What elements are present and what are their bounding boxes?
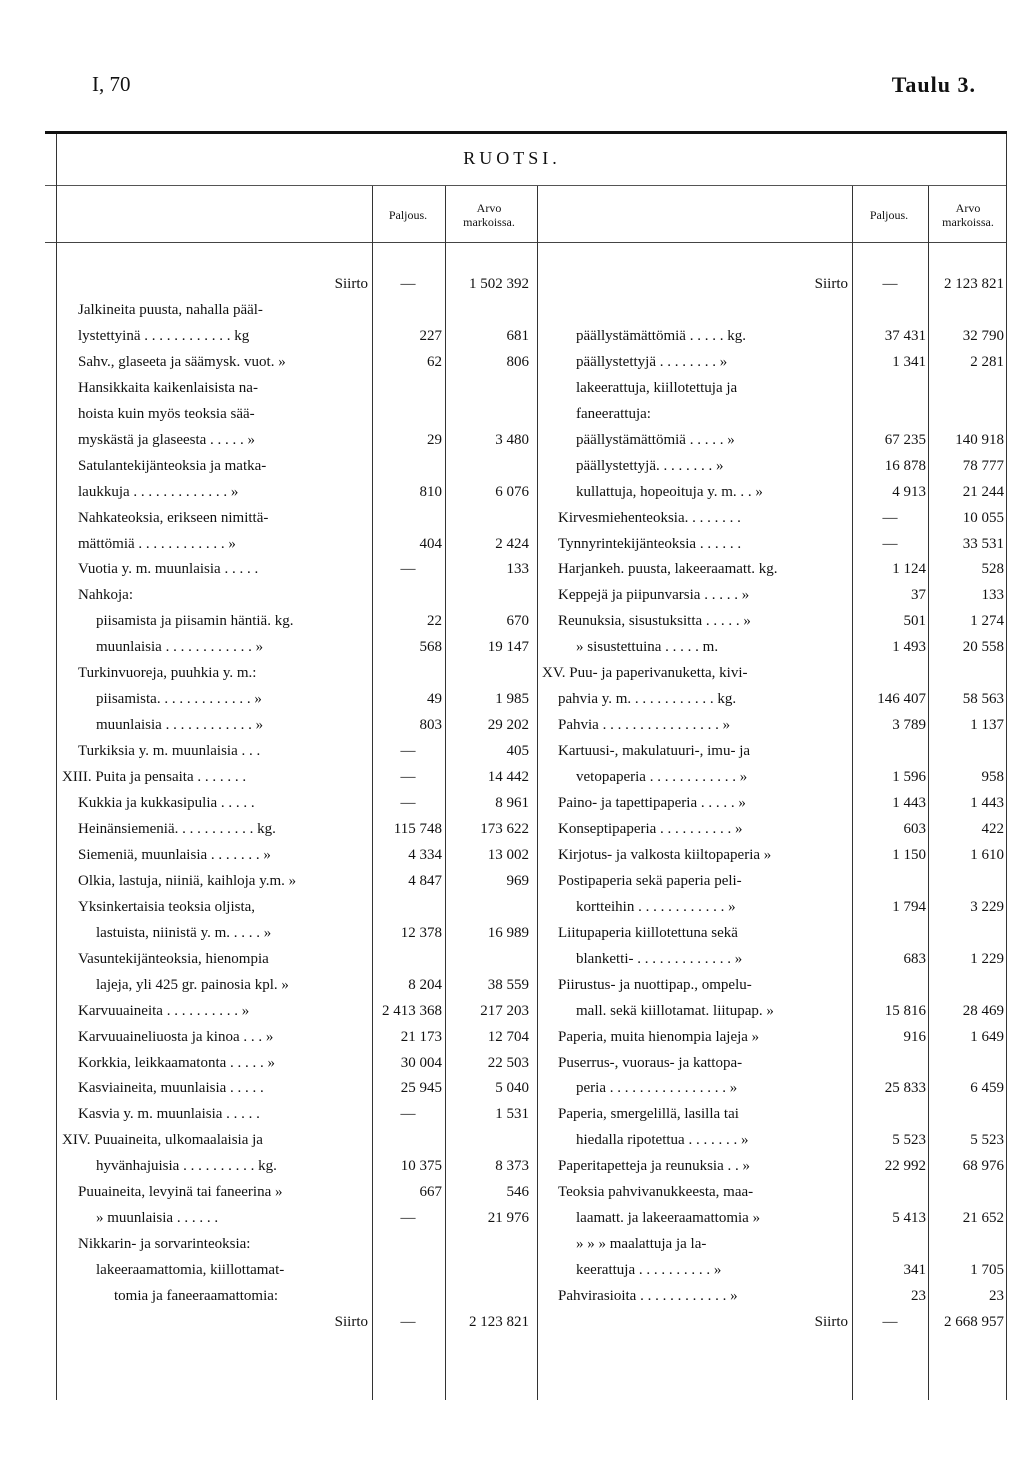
value-cell <box>447 505 529 531</box>
value-cell: 28 469 <box>962 1002 1004 1019</box>
quantity-cell: 30 004 <box>400 1054 442 1071</box>
row-label: » » » maalattuja ja la- <box>576 1236 707 1253</box>
value-cell: 405 <box>506 743 529 760</box>
quantity-cell: 25 945 <box>400 1080 442 1097</box>
row-label: päällystettyjä . . . . . . . . » <box>576 353 728 370</box>
page-number: I, 70 <box>92 72 131 96</box>
row-label: lakeerattuja, kiillotettuja ja <box>576 379 738 396</box>
value-cell <box>447 453 529 479</box>
row-label: XIII. Puita ja pensaita . . . . . . . <box>62 769 247 786</box>
row-label: Kirvesmiehenteoksia. . . . . . . . <box>558 509 741 526</box>
quantity-cell: 29 <box>427 431 442 448</box>
quantity-cell: 15 816 <box>884 1002 926 1019</box>
quantity-cell <box>374 946 442 972</box>
row-label: Pahvia . . . . . . . . . . . . . . . . » <box>558 717 731 734</box>
row-label: Kasvia y. m. muunlaisia . . . . . <box>78 1106 260 1123</box>
quantity-cell: 1 596 <box>892 769 926 786</box>
row-label <box>558 297 848 323</box>
quantity-cell: — <box>400 1314 416 1330</box>
value-cell <box>930 401 1004 427</box>
quantity-cell: — <box>882 1314 898 1330</box>
row-label: peria . . . . . . . . . . . . . . . . » <box>576 1080 738 1097</box>
quantity-cell: 10 375 <box>400 1158 442 1175</box>
quantity-cell: 25 833 <box>884 1080 926 1097</box>
value-cell: 670 <box>506 613 529 630</box>
value-cell <box>930 738 1004 764</box>
quantity-cell <box>374 1127 442 1153</box>
value-cell: 1 443 <box>970 795 1004 811</box>
value-cell <box>447 1257 529 1283</box>
quantity-cell <box>374 582 442 608</box>
quantity-cell <box>374 1283 442 1309</box>
column-divider-rule <box>537 186 538 1400</box>
value-cell <box>447 297 529 323</box>
left-quantity-header: Paljous. <box>388 208 428 222</box>
row-label: Siemeniä, muunlaisia . . . . . . . » <box>78 846 271 863</box>
row-label: Hansikkaita kaikenlaisista na- <box>78 379 258 396</box>
frame-right-rule <box>1006 134 1007 1400</box>
row-label: Kartuusi-, makulatuuri-, imu- ja <box>558 743 751 760</box>
quantity-cell: 810 <box>419 483 442 500</box>
value-cell: 6 459 <box>970 1080 1004 1097</box>
left-qty-rule <box>372 186 373 1400</box>
row-label: Turkinvuoreja, puuhkia y. m.: <box>78 665 257 682</box>
value-cell: 5 523 <box>970 1132 1004 1149</box>
value-cell: 29 202 <box>487 717 529 734</box>
row-label: Yksinkertaisia teoksia oljista, <box>78 898 256 915</box>
quantity-cell: 404 <box>419 535 442 552</box>
quantity-cell <box>374 375 442 401</box>
quantity-cell: — <box>400 743 416 760</box>
value-cell: 21 652 <box>962 1210 1004 1227</box>
quantity-cell: — <box>400 561 416 578</box>
quantity-cell <box>374 401 442 427</box>
row-label: Satulantekijänteoksia ja matka- <box>78 457 267 474</box>
row-label: lakeeraamattomia, kiillottamat- <box>96 1262 285 1279</box>
country-heading: RUOTSI. <box>463 148 561 168</box>
value-cell <box>930 1231 1004 1257</box>
row-label: kortteihin . . . . . . . . . . . . » <box>576 898 736 915</box>
row-label: muunlaisia . . . . . . . . . . . . » <box>96 639 264 656</box>
quantity-cell: 146 407 <box>877 691 926 708</box>
row-label: Paperia, smergelillä, lasilla tai <box>558 1106 739 1123</box>
row-label: Kirjotus- ja valkosta kiiltopaperia » <box>558 846 772 863</box>
value-cell: 10 055 <box>962 509 1004 526</box>
quantity-cell: 8 204 <box>408 976 442 993</box>
value-cell: 1 274 <box>970 613 1004 630</box>
quantity-cell: 16 878 <box>884 457 926 474</box>
quantity-cell: 501 <box>903 613 926 630</box>
table-label: Taulu 3. <box>891 72 976 97</box>
value-cell: 3 480 <box>495 431 529 448</box>
row-label: Nahkoja: <box>78 587 133 604</box>
quantity-cell: 1 150 <box>892 846 926 863</box>
quantity-cell: 12 378 <box>400 924 442 941</box>
quantity-cell <box>854 1101 926 1127</box>
quantity-cell: 4 913 <box>892 483 926 500</box>
quantity-cell: 667 <box>419 1184 442 1201</box>
row-label: Pahvirasioita . . . . . . . . . . . . » <box>558 1288 738 1305</box>
row-label: Nikkarin- ja sorvarinteoksia: <box>78 1236 251 1253</box>
frame-left-rule <box>56 134 57 1400</box>
row-label: keerattuja . . . . . . . . . . » <box>576 1262 722 1279</box>
row-label: mättömiä . . . . . . . . . . . . » <box>78 535 236 552</box>
row-label: XIV. Puuaineita, ulkomaalaisia ja <box>62 1132 263 1149</box>
value-cell <box>447 582 529 608</box>
value-cell: 2 123 821 <box>944 276 1004 292</box>
quantity-cell: 1 341 <box>892 353 926 370</box>
row-label: päällystämättömiä . . . . . » <box>576 431 735 448</box>
value-cell: 68 976 <box>962 1158 1004 1175</box>
row-label: Tynnyrintekijänteoksia . . . . . . <box>558 535 742 552</box>
row-label: pahvia y. m. . . . . . . . . . . . kg. <box>558 691 737 708</box>
quantity-cell <box>854 401 926 427</box>
quantity-cell: — <box>882 509 898 526</box>
row-label: Harjankeh. puusta, lakeeraamatt. kg. <box>558 561 778 578</box>
value-cell <box>447 1127 529 1153</box>
row-label: hyvänhajuisia . . . . . . . . . . kg. <box>96 1158 277 1175</box>
left-value-header <box>446 201 532 229</box>
quantity-cell <box>374 1257 442 1283</box>
quantity-cell <box>854 1179 926 1205</box>
value-cell <box>930 1179 1004 1205</box>
quantity-cell: 603 <box>903 820 926 837</box>
row-label: hoista kuin myös teoksia sää- <box>78 405 255 422</box>
value-cell: 1 531 <box>495 1106 529 1123</box>
value-cell: 8 961 <box>495 795 529 811</box>
row-label: Jalkineita puusta, nahalla pääl- <box>78 301 263 318</box>
value-cell: 14 442 <box>487 769 529 786</box>
row-label: Karvuuaineita . . . . . . . . . . » <box>78 1002 250 1019</box>
value-cell: 1 705 <box>970 1262 1004 1279</box>
quantity-cell: — <box>400 769 416 786</box>
value-cell <box>930 920 1004 946</box>
value-cell: 8 373 <box>495 1158 529 1175</box>
left-value-header-line2: markoissa. <box>463 215 515 229</box>
row-label: Puuaineita, levyinä tai faneerina » <box>78 1184 283 1201</box>
value-cell <box>447 660 529 686</box>
value-cell <box>447 946 529 972</box>
row-label: Piirustus- ja nuottipap., ompelu- <box>558 976 752 993</box>
row-label: tomia ja faneeraamattomia: <box>114 1288 279 1305</box>
quantity-cell <box>854 920 926 946</box>
quantity-cell <box>374 660 442 686</box>
row-label: Keppejä ja piipunvarsia . . . . . » <box>558 587 750 604</box>
value-cell <box>447 894 529 920</box>
column-header-rule <box>45 242 1007 243</box>
value-cell: 21 244 <box>962 483 1004 500</box>
row-label: päällystettyjä. . . . . . . . » <box>576 457 724 474</box>
right-qty-rule <box>852 186 853 1400</box>
quantity-cell <box>854 375 926 401</box>
row-label: muunlaisia . . . . . . . . . . . . » <box>96 717 264 734</box>
quantity-cell: 5 523 <box>892 1132 926 1149</box>
quantity-cell: 2 413 368 <box>382 1002 442 1019</box>
row-label: Kasviaineita, muunlaisia . . . . . <box>78 1080 264 1097</box>
quantity-cell: 62 <box>427 353 442 370</box>
value-cell: 33 531 <box>962 535 1004 552</box>
quantity-cell: 37 431 <box>884 327 926 344</box>
row-label: Vuotia y. m. muunlaisia . . . . . <box>78 561 259 578</box>
value-cell: 5 040 <box>495 1080 529 1097</box>
value-cell: 22 503 <box>487 1054 529 1071</box>
row-label: Paperitapetteja ja reunuksia . . » <box>558 1158 751 1175</box>
row-label: Kukkia ja kukkasipulia . . . . . <box>78 795 255 811</box>
quantity-cell: 22 992 <box>884 1158 926 1175</box>
value-cell: 2 281 <box>970 353 1004 370</box>
row-label: Sahv., glaseeta ja säämysk. vuot. » <box>78 353 286 370</box>
value-cell: 140 918 <box>955 431 1004 448</box>
row-label: lastuista, niinistä y. m. . . . . » <box>96 924 272 941</box>
row-label: mall. sekä kiillotamat. liitupap. » <box>576 1002 774 1019</box>
row-label: Puserrus-, vuoraus- ja kattopa- <box>558 1054 743 1071</box>
row-label: vetopaperia . . . . . . . . . . . . » <box>576 769 748 786</box>
value-cell: 20 558 <box>962 639 1004 656</box>
value-cell: 19 147 <box>487 639 529 656</box>
quantity-cell <box>374 297 442 323</box>
quantity-cell: 341 <box>903 1262 926 1279</box>
value-cell: 958 <box>981 769 1004 786</box>
quantity-cell: 49 <box>427 691 442 708</box>
quantity-cell: — <box>400 276 416 292</box>
value-cell: 1 229 <box>970 950 1004 967</box>
value-cell: 1 502 392 <box>469 276 529 292</box>
row-label: Liitupaperia kiillotettuna sekä <box>558 924 738 941</box>
quantity-cell: 115 748 <box>393 820 442 837</box>
row-label: Paperia, muita hienompia lajeja » <box>558 1028 760 1045</box>
quantity-cell <box>854 297 926 323</box>
row-label: piisamista. . . . . . . . . . . . . » <box>96 691 262 708</box>
value-cell: 1 137 <box>970 717 1004 734</box>
row-label: lystettyinä . . . . . . . . . . . . kg <box>78 327 250 344</box>
right-value-header-line1: Arvo <box>955 201 981 215</box>
value-cell: 528 <box>981 561 1004 578</box>
quantity-cell <box>854 738 926 764</box>
value-cell: 2 668 957 <box>944 1314 1004 1330</box>
row-label: laukkuja . . . . . . . . . . . . . » <box>78 483 239 500</box>
value-cell <box>447 1283 529 1309</box>
quantity-cell <box>374 505 442 531</box>
row-label: päällystämättömiä . . . . . kg. <box>576 327 746 344</box>
row-label: laamatt. ja lakeeraamattomia » <box>576 1210 761 1227</box>
value-cell <box>930 1050 1004 1076</box>
row-label: blanketti- . . . . . . . . . . . . . » <box>576 950 743 967</box>
quantity-cell: — <box>400 795 416 811</box>
value-cell: 422 <box>981 820 1004 837</box>
quantity-cell: 1 124 <box>892 561 926 578</box>
value-cell: 2 123 821 <box>469 1314 529 1330</box>
value-cell: 1 985 <box>495 691 529 708</box>
row-label: Teoksia pahvivanukkeesta, maa- <box>558 1184 754 1201</box>
row-label: Korkkia, leikkaamatonta . . . . . » <box>78 1054 276 1071</box>
quantity-cell: 568 <box>419 639 442 656</box>
top-rule <box>45 131 1007 134</box>
value-cell <box>930 375 1004 401</box>
quantity-cell: 803 <box>419 717 442 734</box>
quantity-cell: 683 <box>903 950 926 967</box>
value-cell: 681 <box>506 327 529 344</box>
row-label: Siirto <box>814 276 848 292</box>
quantity-cell: 67 235 <box>884 431 926 448</box>
row-label: » muunlaisia . . . . . . <box>96 1210 219 1227</box>
value-cell: 1 649 <box>970 1028 1004 1045</box>
row-label: Vasuntekijänteoksia, hienompia <box>78 950 269 967</box>
quantity-cell: 227 <box>419 327 442 344</box>
value-cell: 133 <box>981 587 1004 604</box>
quantity-cell: 4 334 <box>408 846 442 863</box>
value-cell: 38 559 <box>487 976 529 993</box>
quantity-cell: 23 <box>911 1288 926 1305</box>
value-cell: 133 <box>506 561 529 578</box>
row-label: Nahkateoksia, erikseen nimittä- <box>78 509 269 526</box>
quantity-cell: — <box>882 535 898 552</box>
value-cell <box>930 1101 1004 1127</box>
value-cell: 23 <box>989 1288 1004 1305</box>
value-cell <box>930 660 1004 686</box>
value-cell: 21 976 <box>487 1210 529 1227</box>
row-label: Postipaperia sekä paperia peli- <box>558 872 742 889</box>
value-cell <box>930 297 1004 323</box>
row-label: Karvuuaineliuosta ja kinoa . . . » <box>78 1028 274 1045</box>
quantity-cell: 4 847 <box>408 872 442 889</box>
row-label: Olkia, lastuja, niiniä, kaihloja y.m. » <box>78 872 297 889</box>
quantity-cell <box>854 1231 926 1257</box>
right-value-header <box>928 201 1008 229</box>
value-cell: 173 622 <box>480 820 529 837</box>
row-label: Paino- ja tapettipaperia . . . . . » <box>558 795 746 811</box>
quantity-cell <box>374 894 442 920</box>
quantity-cell <box>374 453 442 479</box>
value-cell: 78 777 <box>962 457 1004 474</box>
value-cell: 546 <box>506 1184 529 1201</box>
row-label: myskästä ja glaseesta . . . . . » <box>78 431 256 448</box>
row-label: faneerattuja: <box>576 405 651 422</box>
value-cell: 3 229 <box>970 898 1004 915</box>
quantity-cell <box>854 1050 926 1076</box>
value-cell: 12 704 <box>487 1028 529 1045</box>
row-label: Konseptipaperia . . . . . . . . . . » <box>558 820 743 837</box>
quantity-cell: 22 <box>427 613 442 630</box>
value-cell: 1 610 <box>970 846 1004 863</box>
quantity-cell: 5 413 <box>892 1210 926 1227</box>
row-label: Heinänsiemeniä. . . . . . . . . . . kg. <box>78 820 276 837</box>
value-cell: 58 563 <box>962 691 1004 708</box>
row-label: lajeja, yli 425 gr. painosia kpl. » <box>96 976 289 993</box>
row-label: » sisustettuina . . . . . m. <box>576 639 719 656</box>
row-label: Siirto <box>334 1314 368 1330</box>
value-cell: 13 002 <box>487 846 529 863</box>
value-cell <box>930 868 1004 894</box>
value-cell <box>447 401 529 427</box>
right-quantity-header: Paljous. <box>869 208 909 222</box>
quantity-cell: 1 794 <box>892 898 926 915</box>
row-label: Turkiksia y. m. muunlaisia . . . <box>78 743 261 760</box>
value-cell: 32 790 <box>962 327 1004 344</box>
quantity-cell: 3 789 <box>892 717 926 734</box>
value-cell: 2 424 <box>495 535 529 552</box>
value-cell: 969 <box>506 872 529 889</box>
quantity-cell: — <box>400 1210 416 1227</box>
row-label: XV. Puu- ja paperivanuketta, kivi- <box>542 665 748 682</box>
value-cell: 806 <box>506 353 529 370</box>
quantity-cell: — <box>882 276 898 292</box>
right-value-header-line2: markoissa. <box>942 215 994 229</box>
row-label: hiedalla ripotettua . . . . . . . » <box>576 1132 749 1149</box>
quantity-cell <box>854 660 926 686</box>
quantity-cell <box>374 1231 442 1257</box>
row-label: piisamista ja piisamin häntiä. kg. <box>96 613 294 630</box>
left-value-header-line1: Arvo <box>476 201 502 215</box>
quantity-cell: 916 <box>903 1028 926 1045</box>
value-cell: 16 989 <box>487 924 529 941</box>
right-val-rule <box>928 186 929 1400</box>
quantity-cell: 37 <box>911 587 926 604</box>
value-cell <box>447 1231 529 1257</box>
quantity-cell: 1 493 <box>892 639 926 656</box>
left-val-rule <box>445 186 446 1400</box>
value-cell <box>447 375 529 401</box>
row-label: Reunuksia, sisustuksitta . . . . . » <box>558 613 751 630</box>
quantity-cell: — <box>400 1106 416 1123</box>
row-label: kullattuja, hopeoituja y. m. . . » <box>576 483 763 500</box>
quantity-cell: 21 173 <box>400 1028 442 1045</box>
quantity-cell <box>854 868 926 894</box>
header-rule <box>45 185 1007 186</box>
value-cell <box>930 972 1004 998</box>
row-label: Siirto <box>334 276 368 292</box>
value-cell: 217 203 <box>480 1002 529 1019</box>
value-cell: 6 076 <box>495 483 529 500</box>
row-label: Siirto <box>814 1314 848 1330</box>
quantity-cell: 1 443 <box>892 795 926 811</box>
quantity-cell <box>854 972 926 998</box>
